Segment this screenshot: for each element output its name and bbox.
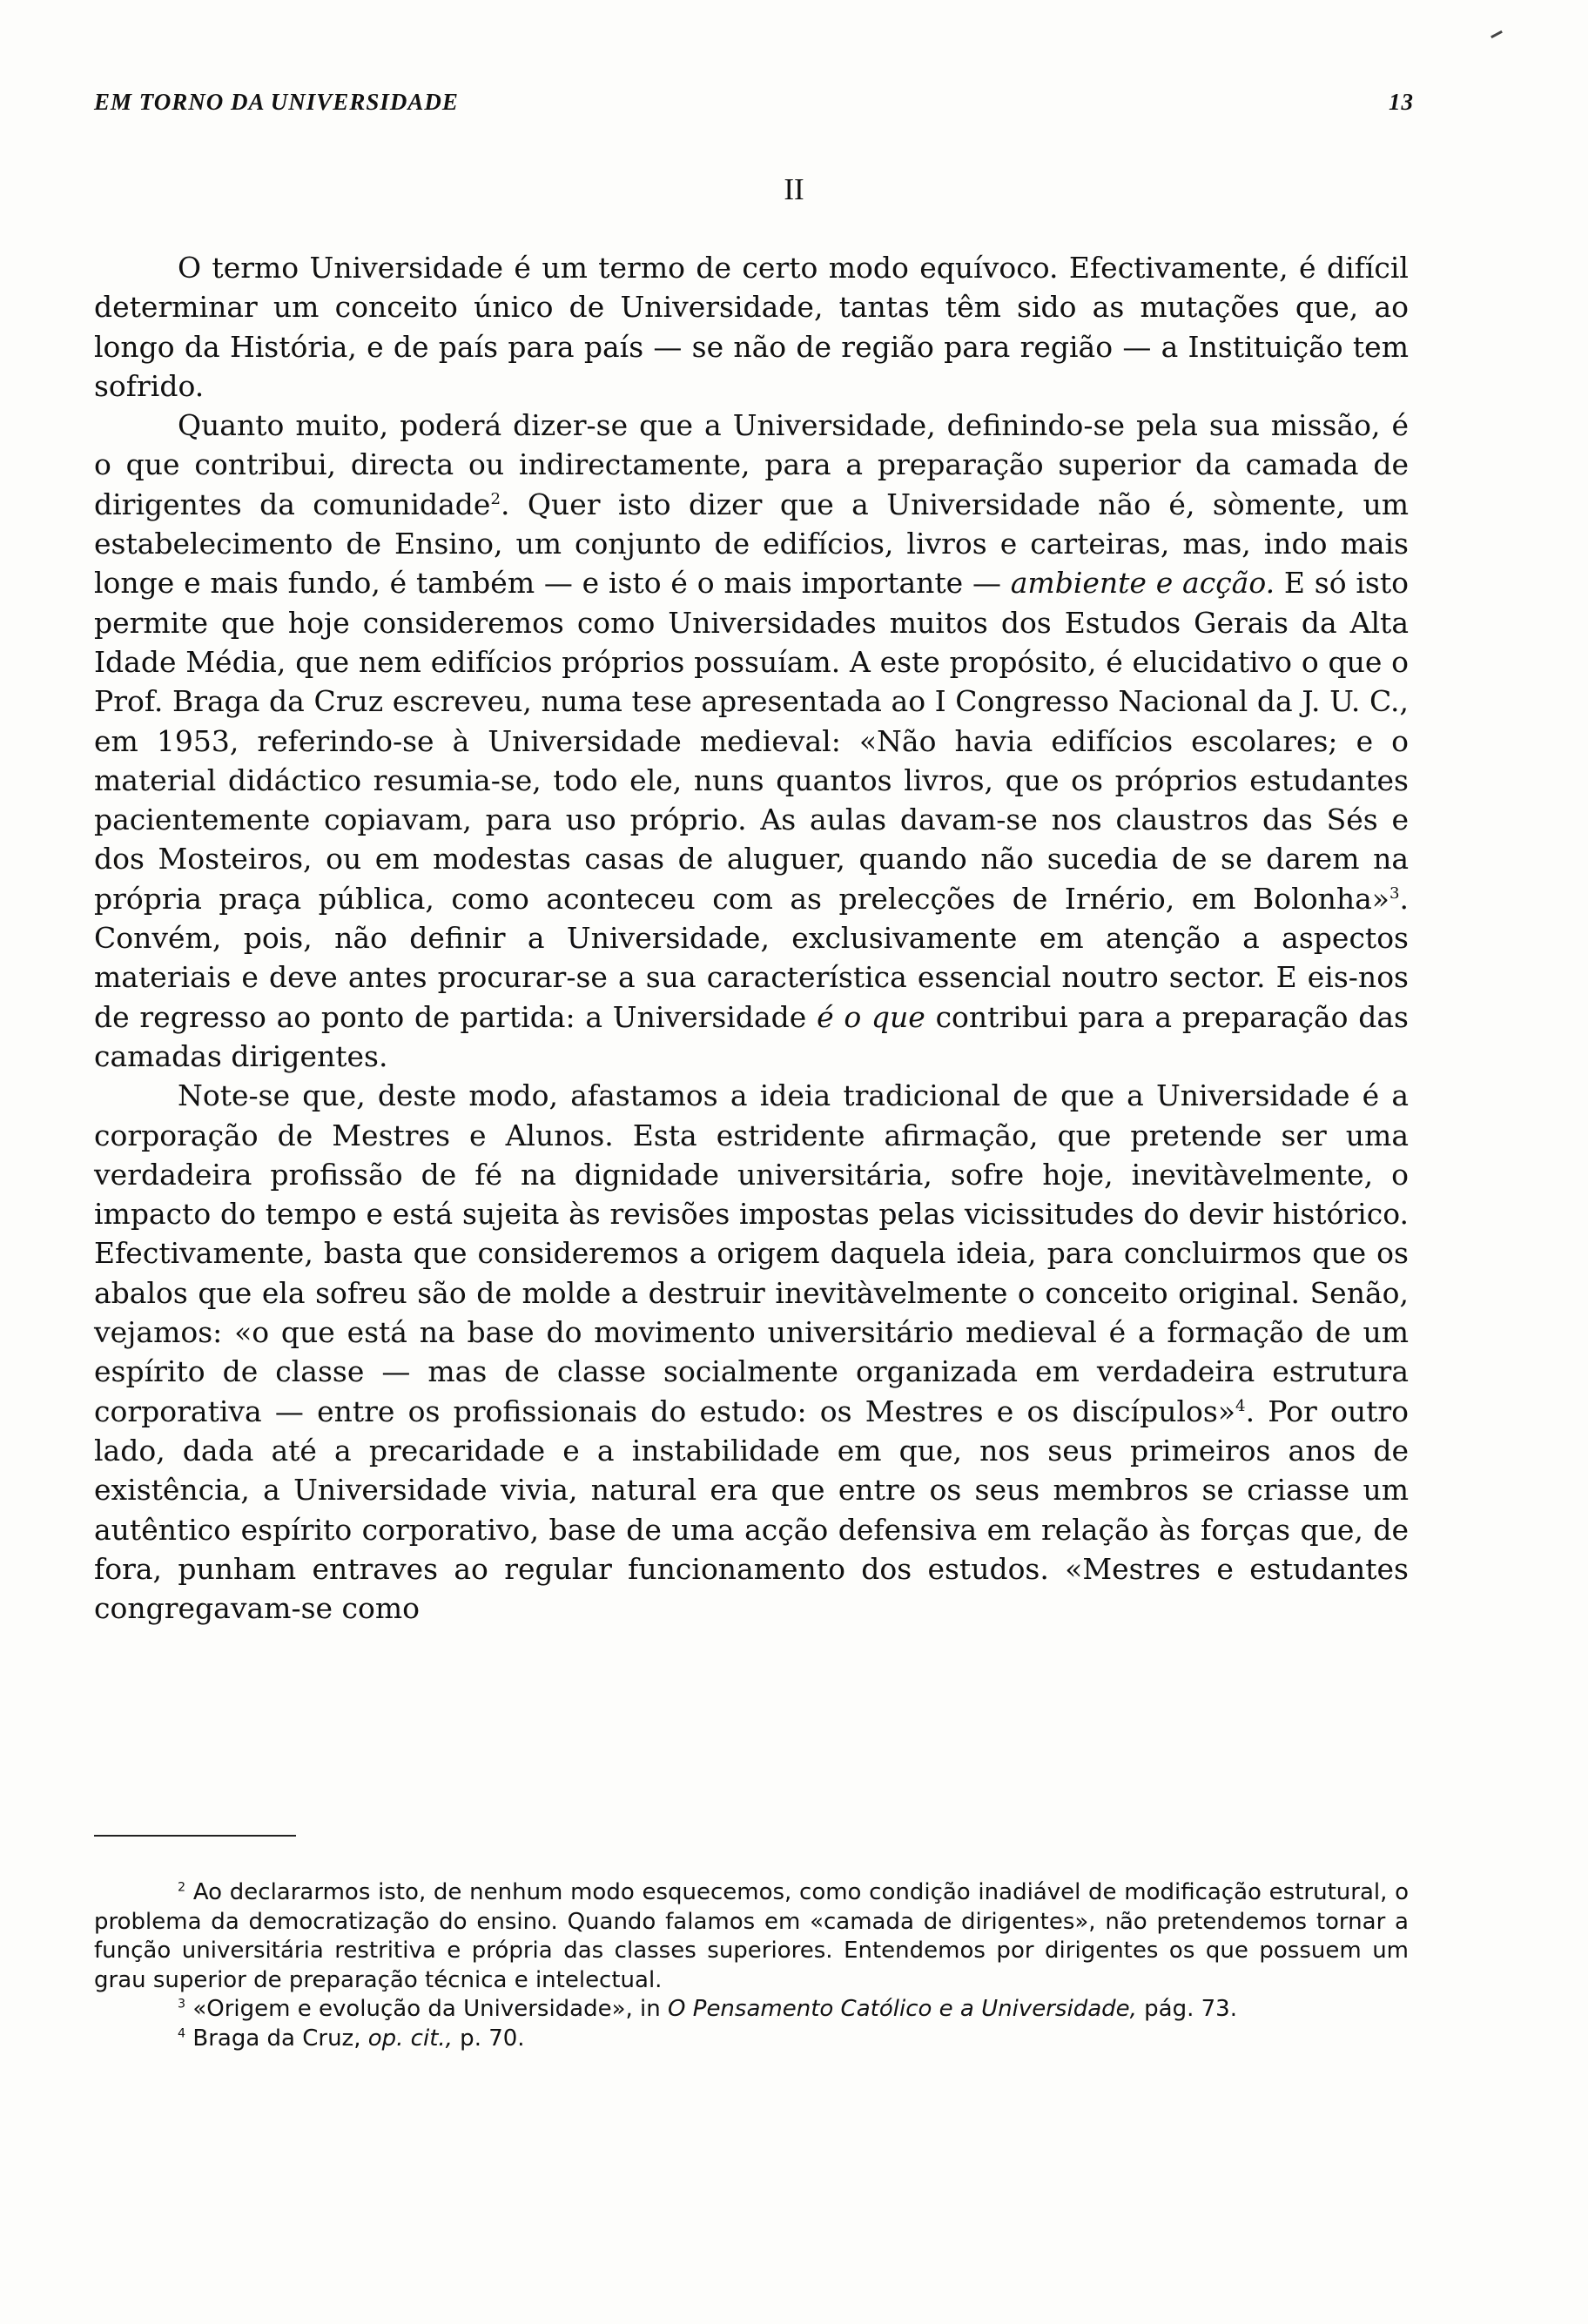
page-number: 13 xyxy=(1389,89,1414,115)
paragraph-2-text-d: . Convém, pois, não definir a Universidade, exclusivamente em atenção a aspectos materiais e deve antes procurar-se a sua característica essencial noutro sector. E eis-nos de regresso ao ponto de partida: a Universidade xyxy=(94,881,1409,1034)
running-header xyxy=(94,89,1414,124)
paragraph-2 xyxy=(94,406,1409,1076)
footnote-3-mark: 3 xyxy=(178,1997,186,2012)
paragraph-3 xyxy=(94,1076,1409,1628)
paragraph-1 xyxy=(94,248,1409,406)
footnote-4 xyxy=(94,2025,1409,2054)
footnote-ref-3: 3 xyxy=(1389,883,1400,903)
body-text xyxy=(94,248,1409,1628)
emphasis-e-o-que: é o que xyxy=(817,999,925,1034)
footnote-3-text-b: pág. 73. xyxy=(1136,1996,1237,2022)
footnote-rule xyxy=(94,1835,296,1837)
footnote-3-title: O Pensamento Católico e a Universidade, xyxy=(668,1996,1137,2022)
paragraph-2-text-a: Quanto muito, poderá dizer-se que a Universidade, definindo-se pela sua missão, é o que contribui, directa ou indirectamente, para a preparação superior da camada de dirigentes da comunidade xyxy=(94,408,1409,521)
footnote-4-mark: 4 xyxy=(178,2025,186,2040)
paragraph-2-text-c: E só isto permite que hoje consideremos como Universidades muitos dos Estudos Gerais da Alta Idade Média, que nem edifícios próprios possuíam. A este propósito, é elucidativo o que o Prof. Braga da Cruz escreveu, numa tese apresentada ao I Congresso Nacional da J. U. C., em 1953, referindo-se à Universidade medieval: «Não havia edifícios escolares; e o material didáctico resumia-se, todo ele, nuns quantos livros, que os próprios estudantes pacientemente copiavam, para uso próprio. As aulas davam-se nos claustros das Sés e dos Mosteiros, ou em modestas casas de aluguer, quando não sucedia de se darem na própria praça pública, como aconteceu com as prelecções de Irnério, em Bolonha» xyxy=(94,566,1409,916)
footnote-4-opcit: op. cit., xyxy=(367,2025,453,2052)
paragraph-3-text-b: . Por outro lado, dada até a precaridade e a instabilidade em que, nos seus primeiros anos de existência, a Universidade vivia, natural era que entre os seus membros se criasse um autêntico espírito corporativo, base de uma acção defensiva em relação às forças que, de fora, punham entraves ao regular funcionamento dos estudos. «Mestres e estudantes congregavam-se como xyxy=(94,1394,1409,1626)
footnote-2-text: Ao declararmos isto, de nenhum modo esquecemos, como condição inadiável de modificação estrutural, o problema da democratização do ensino. Quando falamos em «camada de dirigentes», não pretendemos tornar a função universitária restritiva e própria das classes superiores. Entendemos por dirigentes os que possuem um grau superior de preparação técnica e intelectual. xyxy=(94,1879,1409,1993)
paragraph-3-text-a: Note-se que, deste modo, afastamos a ideia tradicional de que a Universidade é a corporação de Mestres e Alunos. Esta estridente afirmação, que pretende ser uma verdadeira profissão de fé na dignidade universitária, sofre hoje, inevitàvelmente, o impacto do tempo e está sujeita às revisões impostas pelas vicissitudes do devir histórico. Efectivamente, basta que consideremos a origem daquela ideia, para concluirmos que os abalos que ela sofreu são de molde a destruir inevitàvelmente o conceito original. Senão, vejamos: «o que está na base do movimento universitário medieval é a formação de um espírito de classe — mas de classe socialmente organizada em verdadeira estrutura corporativa — entre os profissionais do estudo: os Mestres e os discípulos» xyxy=(94,1078,1409,1428)
footnote-2 xyxy=(94,1878,1409,1995)
footnote-3-text-a: «Origem e evolução da Universidade», in xyxy=(185,1996,669,2022)
footnote-ref-2: 2 xyxy=(490,489,501,508)
scan-mark xyxy=(1490,30,1503,38)
footnote-4-text-a: Braga da Cruz, xyxy=(185,2025,368,2052)
paragraph-1-text: O termo Universidade é um termo de certo modo equívoco. Efectivamente, é difícil determinar um conceito único de Universidade, tantas têm sido as mutações que, ao longo da História, e de país para país — se não de região para região — a Instituição tem sofrido. xyxy=(94,251,1409,403)
footnotes xyxy=(94,1878,1409,2053)
section-heading: II xyxy=(784,172,804,206)
paragraph-2-text-e: contribui para a preparação das camadas dirigentes. xyxy=(94,999,1409,1073)
footnote-ref-4: 4 xyxy=(1235,1396,1246,1415)
running-title: EM TORNO DA UNIVERSIDADE xyxy=(94,89,459,115)
emphasis-ambiente: ambiente e acção. xyxy=(1010,566,1275,601)
paragraph-2-text-b: . Quer isto dizer que a Universidade não é, sòmente, um estabelecimento de Ensino, um conjunto de edifícios, livros e carteiras, mas, indo mais longe e mais fundo, é também — e isto é o mais importante — xyxy=(94,487,1410,601)
footnote-3 xyxy=(94,1995,1409,2025)
footnote-2-mark: 2 xyxy=(178,1880,186,1895)
footnote-4-text-b: p. 70. xyxy=(452,2025,525,2052)
